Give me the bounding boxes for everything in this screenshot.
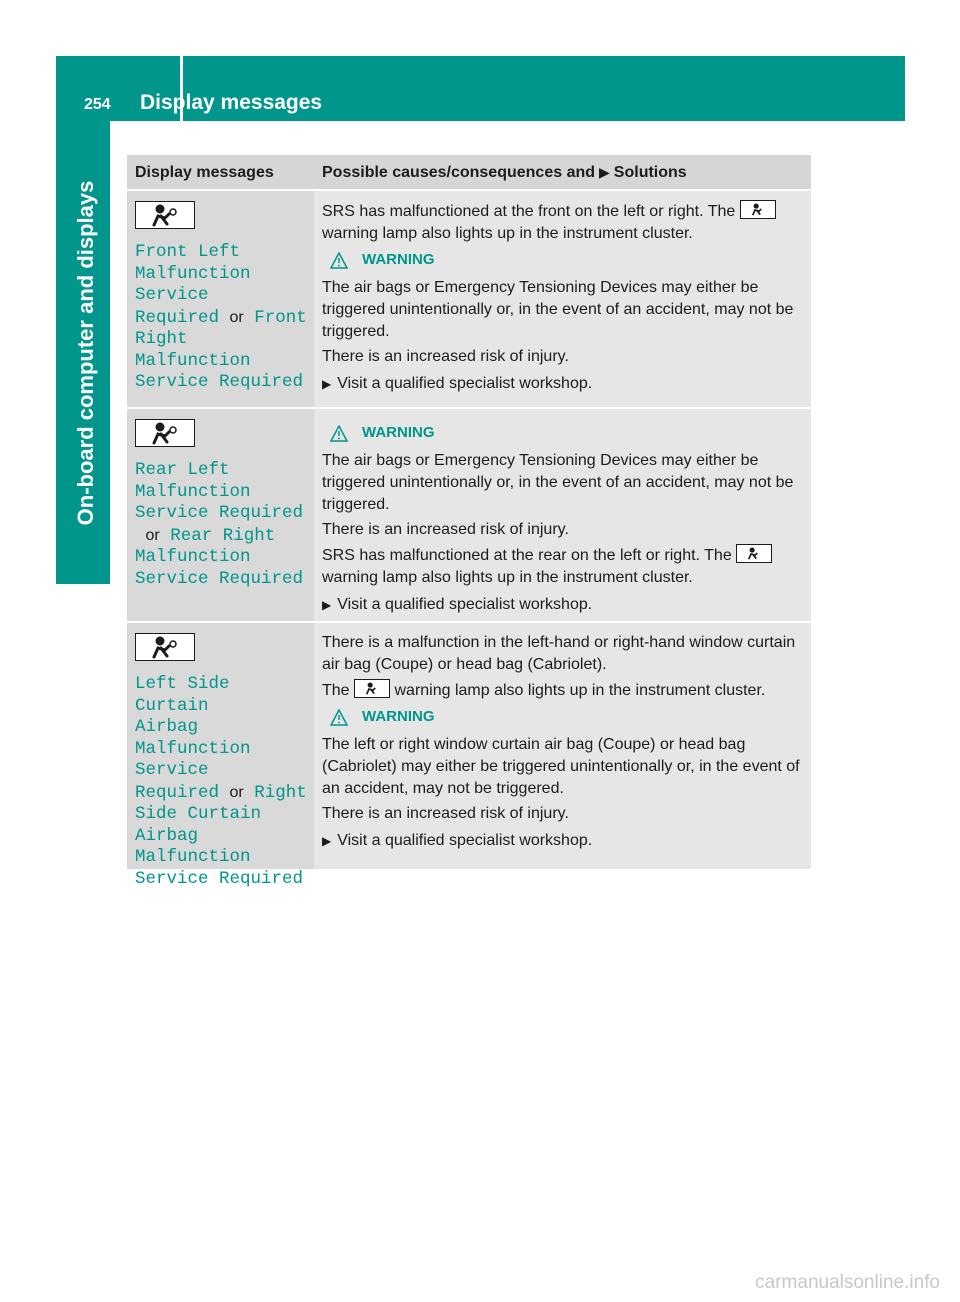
page-number: 254 — [84, 96, 111, 113]
table-row — [127, 407, 811, 621]
message-line: Service — [135, 760, 209, 780]
message-line: Rear Left — [135, 460, 230, 480]
message-line: Rear Right — [170, 525, 276, 546]
risk-text: There is an increased risk of injury. — [322, 521, 569, 538]
causes-cell — [314, 409, 811, 621]
description-part: SRS has malfunctioned at the rear on the left or right. The — [322, 547, 732, 564]
action-item — [322, 594, 805, 616]
warning-triangle-icon — [330, 709, 348, 726]
description-part: warning lamp also lights up in the instrument cluster. — [394, 682, 766, 699]
causes-cell — [314, 191, 811, 407]
message-line: Right Malfunction — [135, 329, 251, 371]
page-title: Display messages — [140, 91, 323, 114]
or-text: or — [145, 526, 160, 544]
message-line: Right — [254, 782, 307, 803]
airbag-warning-icon — [736, 544, 772, 563]
action-arrow-icon: ▶ — [322, 377, 332, 391]
action-item — [322, 373, 805, 395]
warning-text: The air bags or Emergency Tensioning Devices may either be triggered unintentionally or, in the event of an accident, may not be triggered. — [322, 452, 794, 513]
column-header-messages: Display messages — [135, 164, 274, 181]
action-item — [322, 830, 805, 852]
warning-label: WARNING — [362, 708, 435, 725]
message-line: Service — [135, 285, 209, 305]
airbag-warning-icon — [740, 200, 776, 219]
description-part: SRS has malfunctioned at the front on the left or right. The — [322, 203, 736, 220]
warning-text: The air bags or Emergency Tensioning Devices may either be triggered unintentionally or, in the event of an accident, may not be triggered. — [322, 279, 794, 340]
display-message-text — [135, 674, 308, 890]
column-header-solutions-label: Solutions — [613, 164, 687, 181]
column-header-causes-label: Possible causes/consequences and — [322, 164, 596, 181]
description-part: warning lamp also lights up in the instrument cluster. — [322, 225, 693, 242]
airbag-warning-icon — [135, 201, 195, 229]
table-row — [127, 189, 811, 407]
message-cell — [127, 409, 314, 621]
side-tab-label: On-board computer and displays — [73, 180, 98, 526]
action-text: Visit a qualified specialist workshop. — [337, 596, 593, 613]
message-line: Malfunction — [135, 547, 251, 567]
or-text: or — [229, 308, 244, 326]
message-line: Service Required — [135, 372, 304, 392]
message-line: Service Required — [135, 868, 304, 889]
warning-heading — [322, 249, 805, 271]
description-text — [322, 544, 805, 589]
action-arrow-icon: ▶ — [322, 598, 332, 612]
display-messages-table — [127, 155, 811, 889]
triangle-arrow-icon: ▶ — [599, 164, 610, 180]
message-line: Front — [254, 307, 307, 328]
message-line: Airbag Malfunction — [135, 717, 251, 759]
lamp-text — [322, 679, 805, 702]
description-part: The — [322, 682, 350, 699]
warning-triangle-icon — [330, 425, 348, 442]
risk-text: There is an increased risk of injury. — [322, 805, 569, 822]
message-line: Malfunction — [135, 263, 251, 284]
message-line: Required — [135, 782, 220, 803]
causes-cell — [314, 623, 811, 869]
message-cell — [127, 191, 314, 407]
table-header — [127, 155, 811, 189]
or-text: or — [229, 783, 244, 801]
message-line: Left Side Curtain — [135, 674, 230, 716]
message-line: Side Curtain — [135, 804, 262, 824]
warning-text: The left or right window curtain air bag (Coupe) or head bag (Cabriolet) may either be triggered unintentionally or, in the event of an accident, may not be triggered. — [322, 736, 800, 797]
action-text: Visit a qualified specialist workshop. — [337, 832, 593, 849]
airbag-warning-icon — [354, 679, 390, 698]
airbag-warning-icon — [135, 419, 195, 447]
description-text: There is a malfunction in the left-hand or right-hand window curtain air bag (Coupe) or head bag (Cabriolet). — [322, 634, 796, 673]
warning-label: WARNING — [362, 424, 435, 441]
action-arrow-icon: ▶ — [322, 834, 332, 848]
description-part: warning lamp also lights up in the instrument cluster. — [322, 569, 693, 586]
display-message-text — [135, 242, 308, 394]
warning-triangle-icon — [330, 252, 348, 269]
warning-heading — [322, 422, 805, 444]
airbag-warning-icon — [135, 633, 195, 661]
message-line: Service Required — [135, 568, 304, 589]
message-line: Malfunction — [135, 481, 251, 502]
message-line: Airbag Malfunction — [135, 825, 251, 867]
warning-heading — [322, 706, 805, 728]
watermark: carmanualsonline.info — [755, 1272, 940, 1293]
table-row — [127, 621, 811, 889]
message-line: Service Required — [135, 503, 304, 523]
display-message-text — [135, 460, 308, 590]
message-cell — [127, 623, 314, 889]
warning-label: WARNING — [362, 251, 435, 268]
message-line: Required — [135, 307, 220, 328]
risk-text: There is an increased risk of injury. — [322, 348, 569, 365]
message-line: Front Left — [135, 242, 241, 262]
action-text: Visit a qualified specialist workshop. — [337, 375, 593, 392]
description-text — [322, 200, 805, 245]
column-header-causes — [314, 155, 811, 189]
